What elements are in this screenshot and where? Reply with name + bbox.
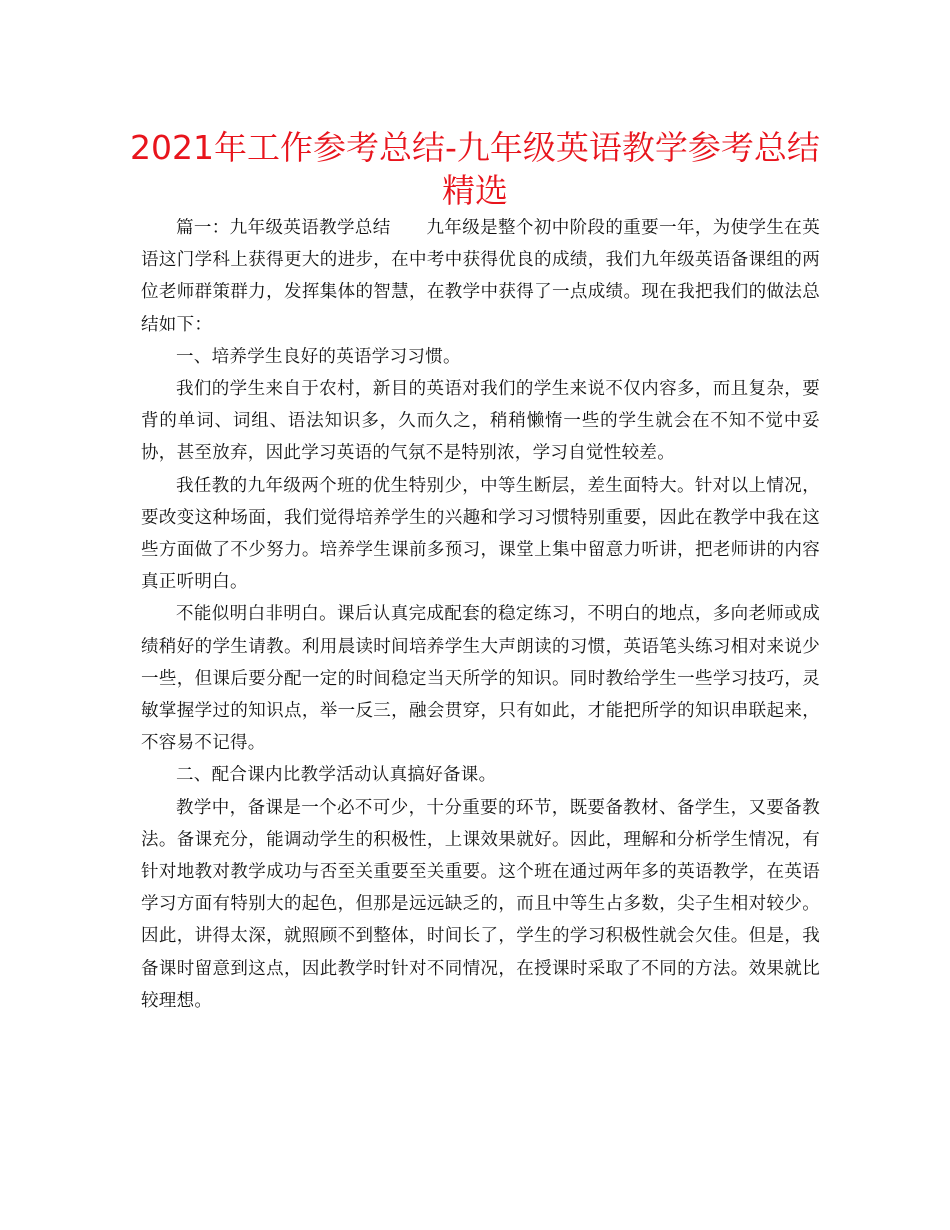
document-title-line-1: 2021年工作参考总结-九年级英语教学参考总结 xyxy=(130,128,820,167)
paragraph: 我任教的九年级两个班的优生特别少，中等生断层，差生面特大。针对以上情况，要改变这种场面，我们觉得培养学生的兴趣和学习习惯特别重要，因此在教学中我在这些方面做了不少努力。培养学生课前多预习，课堂上集中留意力听讲，把老师讲的内容真正听明白。 xyxy=(141,475,820,593)
document-title-line-2: 精选 xyxy=(442,171,508,210)
section-heading-2: 二、配合课内比教学活动认真搞好备课。 xyxy=(176,765,497,786)
paragraph-intro: 篇一：九年级英语教学总结 九年级是整个初中阶段的重要一年，为使学生在英语这门学科上获得更大的进步，在中考中获得优良的成绩，我们九年级英语备课组的两位老师群策群力，发挥集体的智慧，在教学中获得了一点成绩。现在我把我们的做法总结如下： xyxy=(141,218,820,335)
paragraph: 我们的学生来自于农村，新目的英语对我们的学生来说不仅内容多，而且复杂，要背的单词、词组、语法知识多，久而久之，稍稍懒惰一些的学生就会在不知不觉中妥协，甚至放弃，因此学习英语的气氛不是特别浓，学习自觉性较差。 xyxy=(141,379,820,464)
paragraph: 不能似明白非明白。课后认真完成配套的稳定练习，不明白的地点，多向老师或成绩稍好的学生请教。利用晨读时间培养学生大声朗读的习惯，英语笔头练习相对来说少一些，但课后要分配一定的时间稳定当天所学的知识。同时教给学生一些学习技巧，灵敏掌握学过的知识点，举一反三，融会贯穿，只有如此，才能把所学的知识串联起来，不容易不记得。 xyxy=(141,604,820,754)
section-heading-1: 一、培养学生良好的英语学习习惯。 xyxy=(176,346,461,367)
document-body xyxy=(141,212,820,1017)
paragraph: 教学中，备课是一个必不可少，十分重要的环节，既要备教材、备学生，又要备教法。备课充分，能调动学生的积极性，上课效果就好。因此，理解和分析学生情况，有针对地教对教学成功与否至关重要至关重要。这个班在通过两年多的英语教学，在英语学习方面有特别大的起色，但那是远远缺乏的，而且中等生占多数，尖子生相对较少。因此，讲得太深，就照顾不到整体，时间长了，学生的学习积极性就会欠佳。但是，我备课时留意到这点，因此教学时针对不同情况，在授课时采取了不同的方法。效果就比较理想。 xyxy=(141,797,820,1011)
